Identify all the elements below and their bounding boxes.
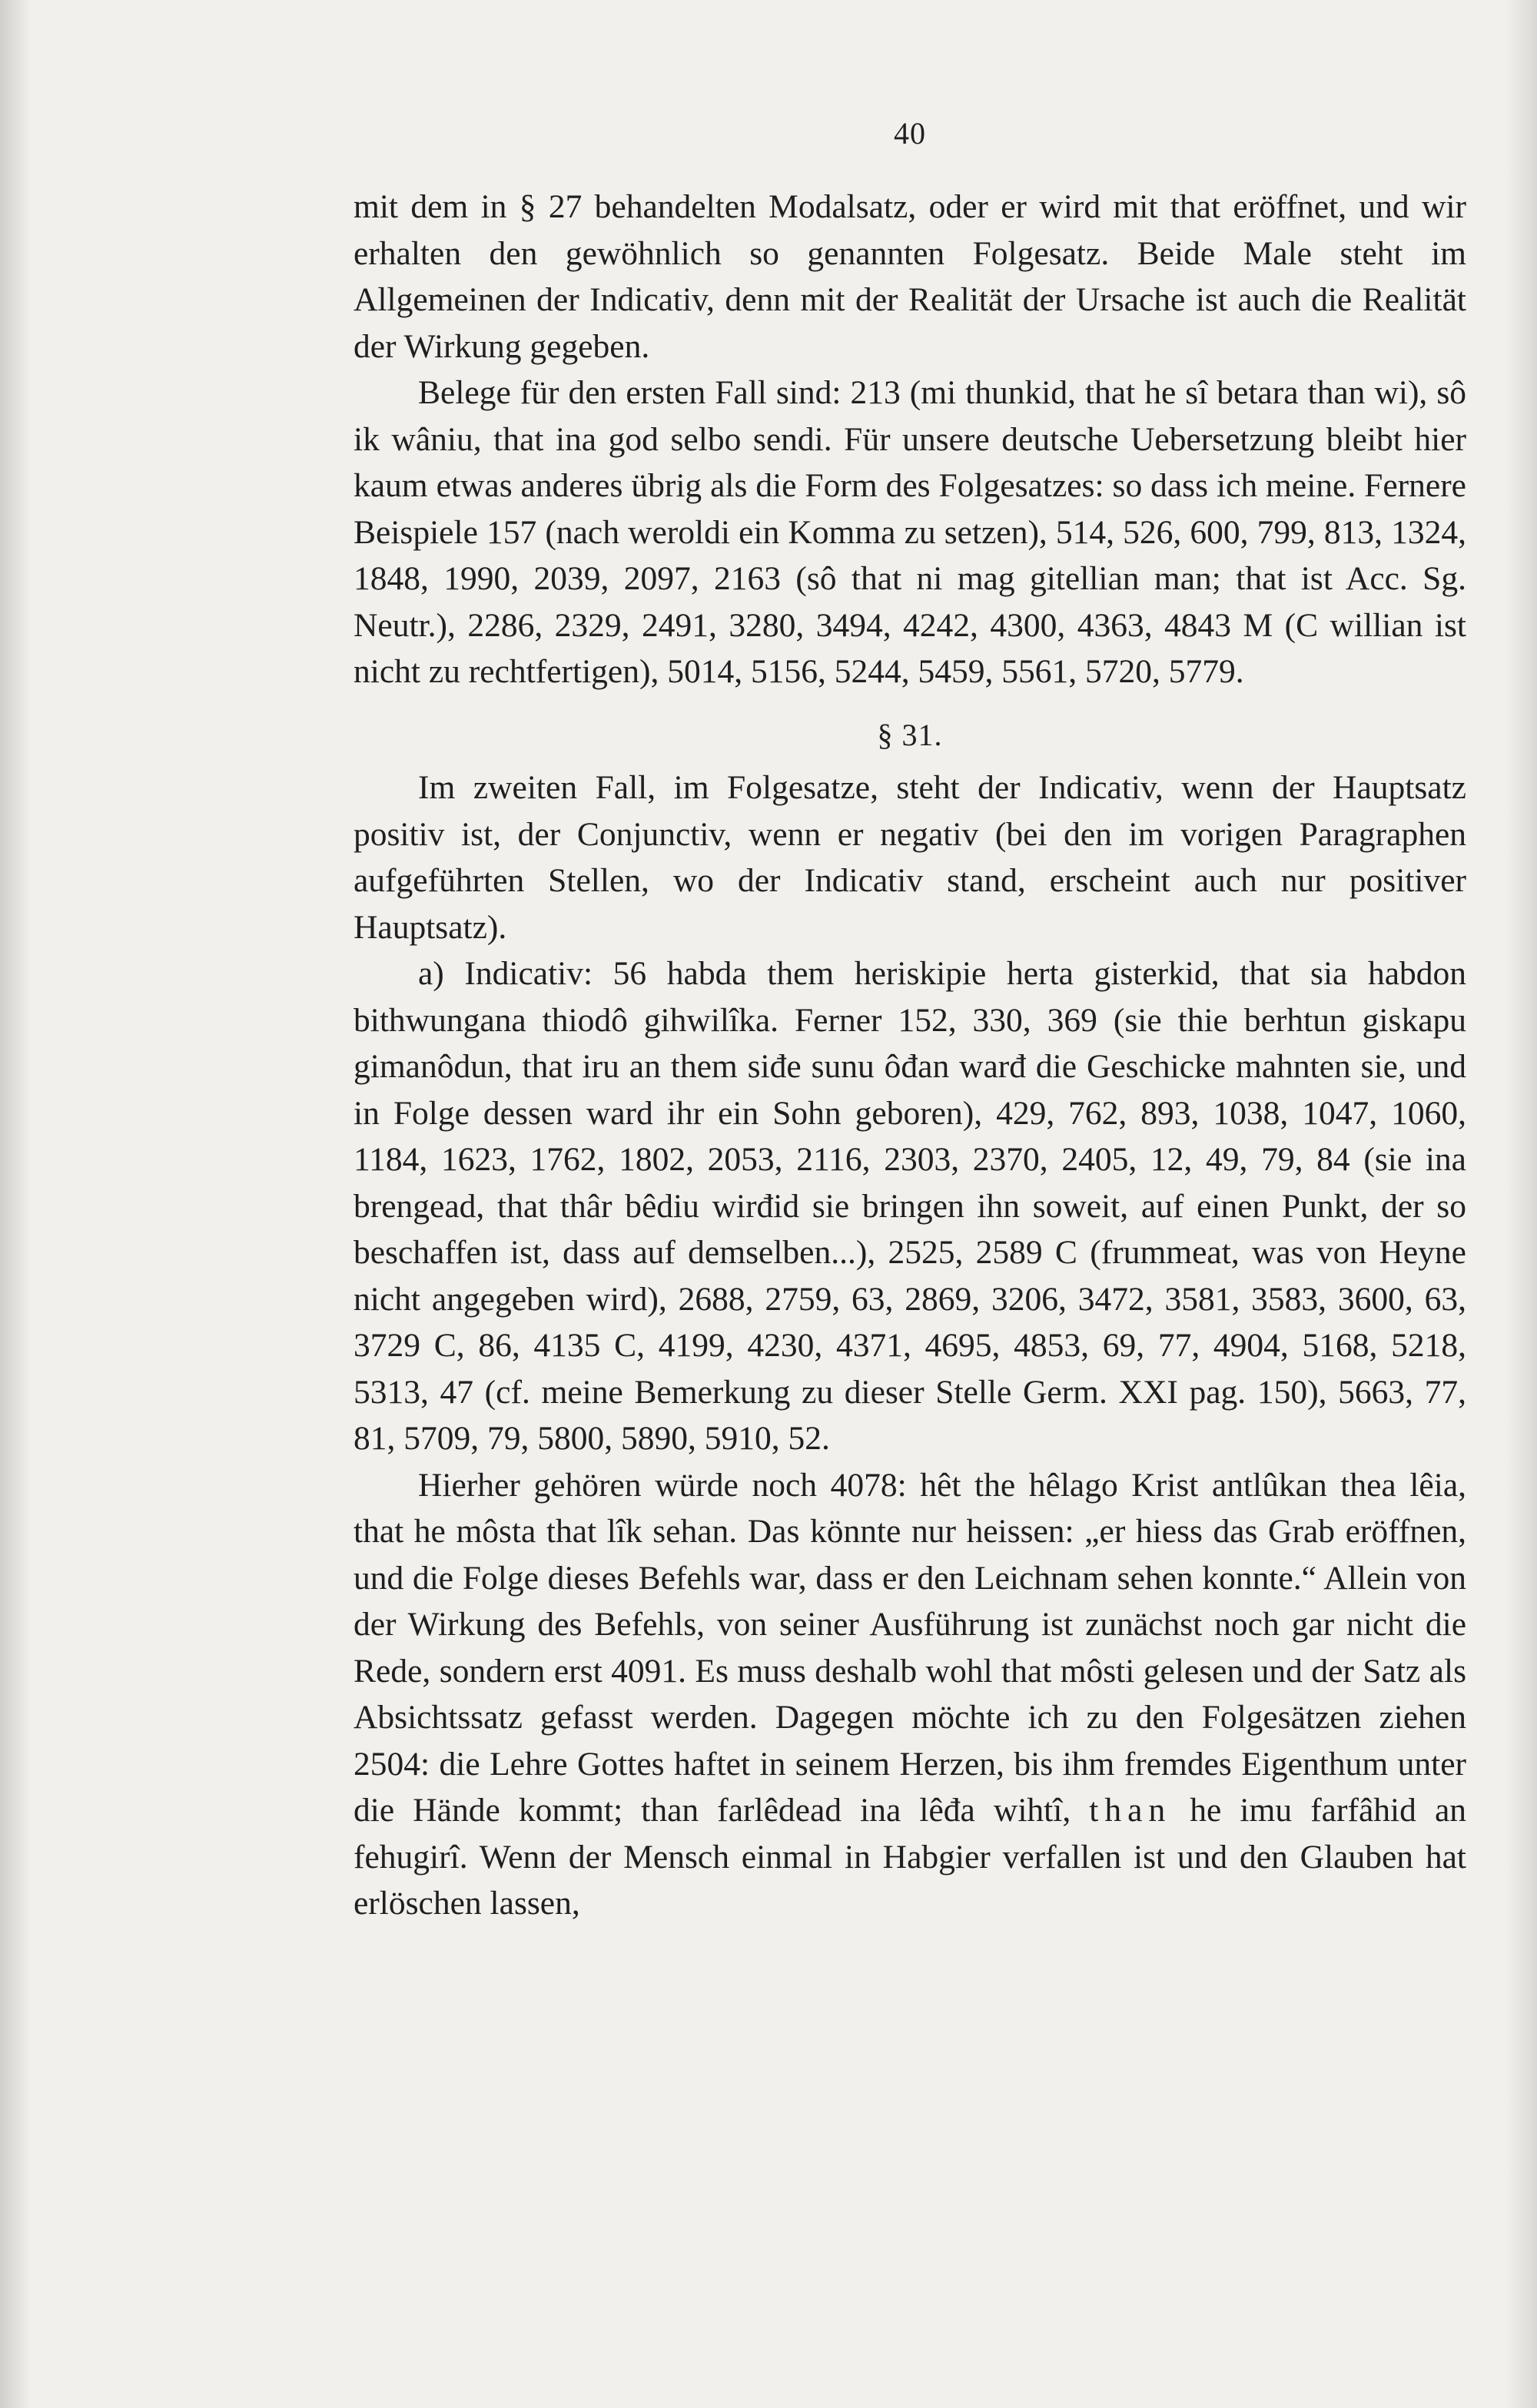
paragraph-examples-first-case: Belege für den ersten Fall sind: 213 (mi thunkid, that he sî betara than wi), sô ik wâniu, that ina god selbo sendi. Für unsere deutsche Uebersetzung bleibt hier kaum etwas anderes übrig als die Form des Folgesatzes: so dass ich meine. Fernere Beispiele 157 (nach weroldi ein Komma zu setzen), 514, 526, 600, 799, 813, 1324, 1848, 1990, 2039, 2097, 2163 (sô that ni mag gitellian man; that ist Acc. Sg. Neutr.), 2286, 2329, 2491, 3280, 3494, 4242, 4300, 4363, 4843 M (C willian ist nicht zu rechtfertigen), 5014, 5156, 5244, 5459, 5561, 5720, 5779. — [354, 374, 1466, 690]
paragraph-indicativ-examples: a) Indicativ: 56 habda them heriskipie herta gisterkid, that sia habdon bithwungana thiodô gihwilîka. Ferner 152, 330, 369 (sie thie berhtun giskapu gimanôdun, that iru an them siđe sunu ôđan warđ die Geschicke mahnten sie, und in Folge dessen ward ihr ein Sohn geboren), 429, 762, 893, 1038, 1047, 1060, 1184, 1623, 1762, 1802, 2053, 2116, 2303, 2370, 2405, 12, 49, 79, 84 (sie ina brengead, that thâr bêdiu wirđid sie bringen ihn soweit, auf einen Punkt, der so beschaffen ist, dass auf demselben...), 2525, 2589 C (frummeat, was von Heyne nicht angegeben wird), 2688, 2759, 63, 2869, 3206, 3472, 3581, 3583, 3600, 63, 3729 C, 86, 4135 C, 4199, 4230, 4371, 4695, 4853, 69, 77, 4904, 5168, 5218, 5313, 47 (cf. meine Bemerkung zu dieser Stelle Germ. XXI pag. 150), 5663, 77, 81, 5709, 79, 5800, 5890, 5910, 52. — [354, 955, 1466, 1457]
paragraph-hierher-text-2: he imu farfâhid an fehugirî. Wenn der Mensch einmal in Habgier verfallen ist und den Glauben hat erlöschen lassen, — [354, 1792, 1466, 1922]
paragraph-hierher-text-1: Hierher gehören würde noch 4078: hêt the hêlago Krist antlûkan thea lêia, that he môsta that lîk sehan. Das könnte nur heissen: „er hiess das Grab eröffnen, und die Folge dieses Befehls war, dass er den Leichnam sehen konnte.“ Allein von der Wirkung des Befehls, von seiner Ausführung ist zunächst noch gar nicht die Rede, sondern erst 4091. Es muss deshalb wohl that môsti gelesen und der Satz als Absichtssatz gefasst werden. Dagegen möchte ich zu den Folgesätzen ziehen 2504: die Lehre Gottes haftet in seinem Herzen, bis ihm fremdes Eigenthum unter die Hände kommt; than farlêdead ina lêđa wihtî, — [354, 1466, 1466, 1829]
paragraph-second-case: Im zweiten Fall, im Folgesatze, steht der Indicativ, wenn der Hauptsatz positiv ist, der Conjunctiv, wenn er negativ (bei den im vorigen Paragraphen aufgeführten Stellen, wo der Indicativ stand, erscheint auch nur positiver Hauptsatz). — [354, 769, 1466, 946]
book-page — [354, 115, 1466, 1927]
page-number: 40 — [894, 116, 926, 151]
spaced-word-than: than — [1089, 1792, 1172, 1829]
section-heading: § 31. — [877, 717, 943, 752]
page-left-shadow — [0, 0, 31, 2408]
paragraph-hierher — [354, 1462, 1466, 1927]
paragraph-continuation: mit dem in § 27 behandelten Modalsatz, oder er wird mit that eröffnet, und wir erhalten den gewöhnlich so genannten Folgesatz. Beide Male steht im Allgemeinen der Indicativ, denn mit der Realität der Ursache ist auch die Realität der Wirkung gegeben. — [354, 188, 1466, 365]
page-right-shadow — [1506, 0, 1537, 2408]
